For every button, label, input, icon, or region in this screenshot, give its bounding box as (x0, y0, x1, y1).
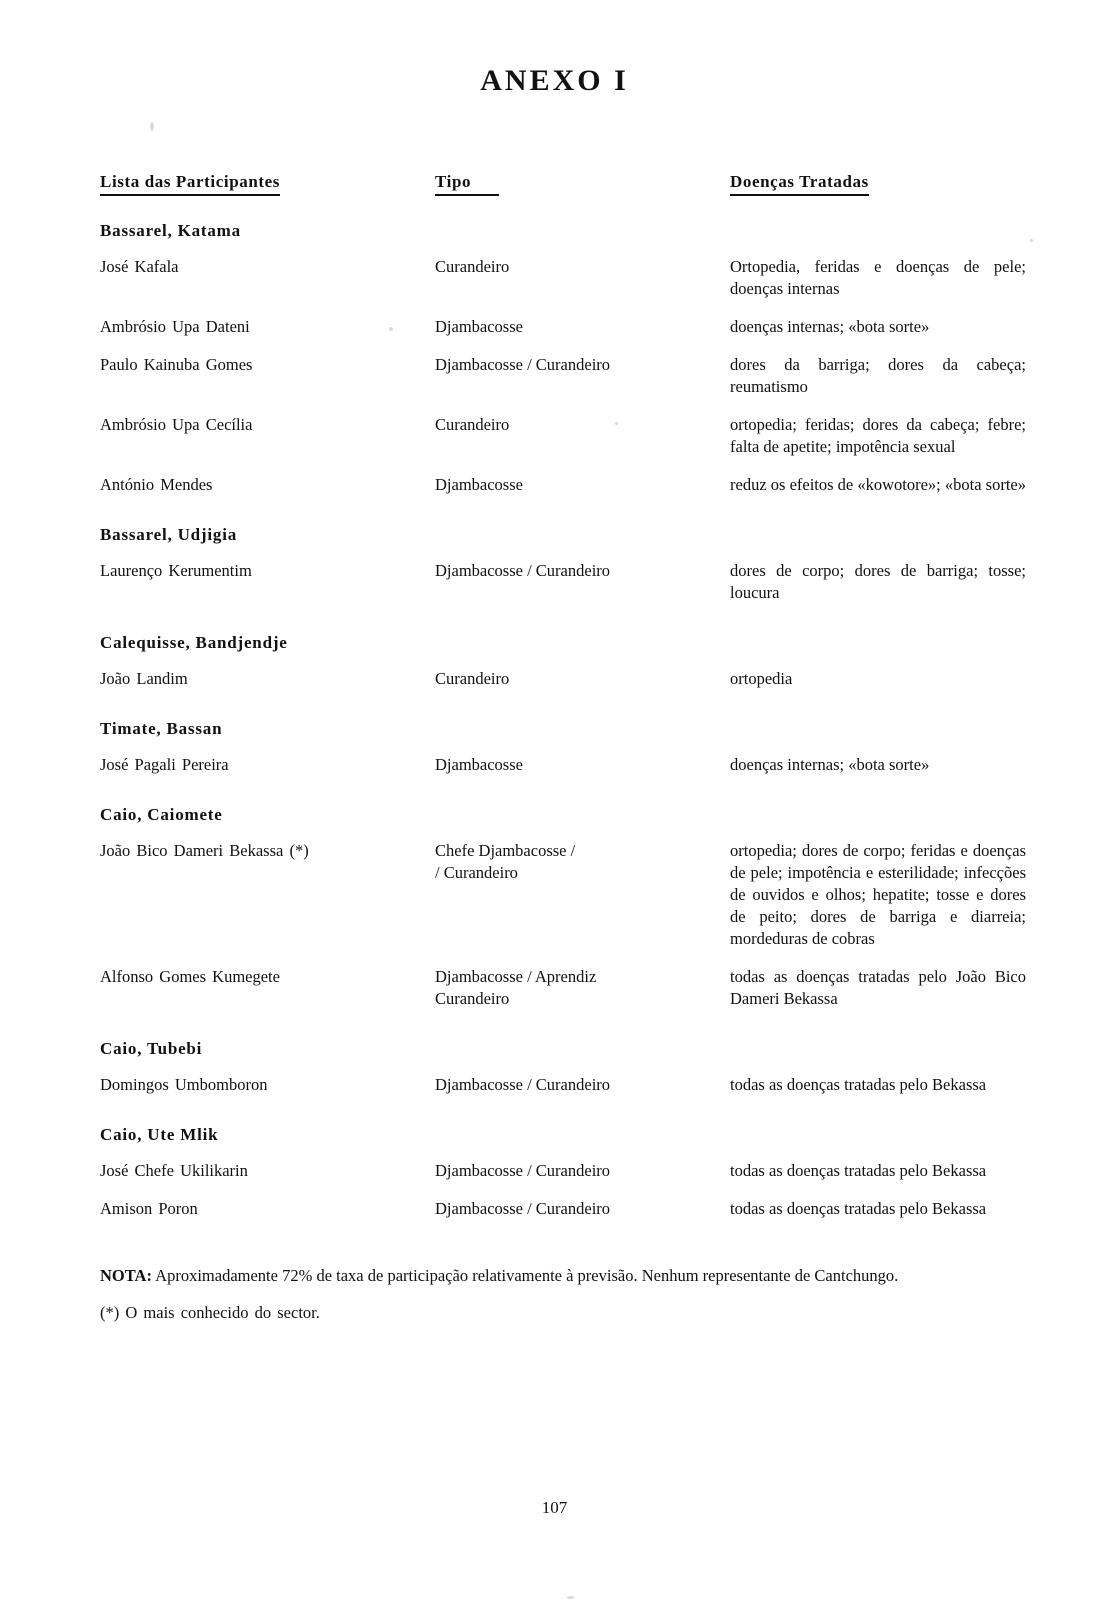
column-header-diseases: Doenças Tratadas (730, 172, 869, 196)
participant-name: José Kafala (100, 257, 179, 276)
participant-type: Djambacosse (435, 475, 523, 494)
page-number: 107 (541, 1498, 568, 1517)
participant-name: António Mendes (100, 475, 213, 494)
scan-speck (389, 327, 393, 331)
nota-text: Aproximadamente 72% de taxa de participação relativamente à previsão. Nenhum representante de Cantchungo. (151, 1266, 899, 1285)
scan-speck (1030, 239, 1033, 242)
participant-diseases: dores da barriga; dores da cabeça; reumatismo (730, 355, 1026, 396)
participant-name: José Pagali Pereira (100, 755, 229, 774)
participant-type: Djambacosse / Curandeiro (435, 1199, 611, 1218)
participant-type: Djambacosse / Curandeiro (435, 561, 611, 580)
participant-diseases: todas as doenças tratadas pelo Bekassa (730, 1161, 987, 1180)
participant-type: Curandeiro (435, 257, 510, 276)
column-header-type: Tipo (435, 172, 499, 196)
participant-diseases: ortopedia; feridas; dores da cabeça; febre; falta de apetite; impotência sexual (730, 415, 1026, 456)
participant-type: Djambacosse / Curandeiro (435, 355, 611, 374)
participant-type: Djambacosse / Curandeiro (435, 1161, 611, 1180)
asterisk-note: (*) O mais conhecido do sector. (100, 1303, 320, 1322)
footer-notes (100, 1264, 1025, 1324)
participant-diseases: ortopedia; dores de corpo; feridas e doenças de pele; impotência e esterilidade; infecções de ouvidos e olhos; hepatite; tosse e dores de peito; dores de barriga e diarreia; mordeduras de cobras (730, 841, 1026, 948)
participant-diseases: doenças internas; «bota sorte» (730, 755, 930, 774)
participant-diseases: todas as doenças tratadas pelo João Bico Dameri Bekassa (730, 967, 1026, 1008)
participant-name: Amison Poron (100, 1199, 198, 1218)
group-heading: Caio, Ute Mlik (100, 1125, 219, 1144)
participant-type: Curandeiro (435, 669, 510, 688)
nota-label: NOTA: (100, 1266, 152, 1285)
participant-name: Paulo Kainuba Gomes (100, 355, 253, 374)
participant-diseases: doenças internas; «bota sorte» (730, 317, 930, 336)
participant-name: Laurenço Kerumentim (100, 561, 252, 580)
participant-diseases: dores de corpo; dores de barriga; tosse; loucura (730, 561, 1026, 602)
participant-type: Djambacosse / Aprendiz Curandeiro (435, 967, 597, 1008)
participant-diseases: reduz os efeitos de «kowotore»; «bota sorte» (730, 475, 1027, 494)
participant-diseases: todas as doenças tratadas pelo Bekassa (730, 1075, 987, 1094)
column-header-row (100, 172, 1020, 202)
scan-speck (567, 1596, 574, 1599)
participant-type: Curandeiro (435, 415, 510, 434)
group-heading: Bassarel, Katama (100, 221, 241, 240)
participant-type: Djambacosse (435, 317, 523, 336)
scan-speck (615, 422, 618, 425)
participant-name: José Chefe Ukilikarin (100, 1161, 248, 1180)
participants-table (100, 222, 1025, 1220)
nota-paragraph (100, 1264, 1025, 1287)
participant-name: Ambrósio Upa Dateni (100, 317, 250, 336)
participant-diseases: todas as doenças tratadas pelo Bekassa (730, 1199, 987, 1218)
participant-type: Chefe Djambacosse / / Curandeiro (435, 841, 576, 882)
group-heading: Caio, Tubebi (100, 1039, 203, 1058)
participant-type: Djambacosse / Curandeiro (435, 1075, 611, 1094)
participant-name: Ambrósio Upa Cecília (100, 415, 253, 434)
group-heading: Bassarel, Udjigia (100, 525, 238, 544)
participant-type: Djambacosse (435, 755, 523, 774)
page-title: ANEXO I (480, 64, 629, 97)
scan-speck (150, 122, 154, 131)
participant-name: Alfonso Gomes Kumegete (100, 967, 280, 986)
participant-name: João Bico Dameri Bekassa (*) (100, 841, 309, 860)
group-heading: Calequisse, Bandjendje (100, 633, 288, 652)
participant-diseases: ortopedia (730, 669, 793, 688)
column-header-participants: Lista das Participantes (100, 172, 280, 196)
participant-name: Domingos Umbomboron (100, 1075, 268, 1094)
participant-diseases: Ortopedia, feridas e doenças de pele; doenças internas (730, 257, 1026, 298)
group-heading: Timate, Bassan (100, 719, 223, 738)
group-heading: Caio, Caiomete (100, 805, 223, 824)
participant-name: João Landim (100, 669, 188, 688)
